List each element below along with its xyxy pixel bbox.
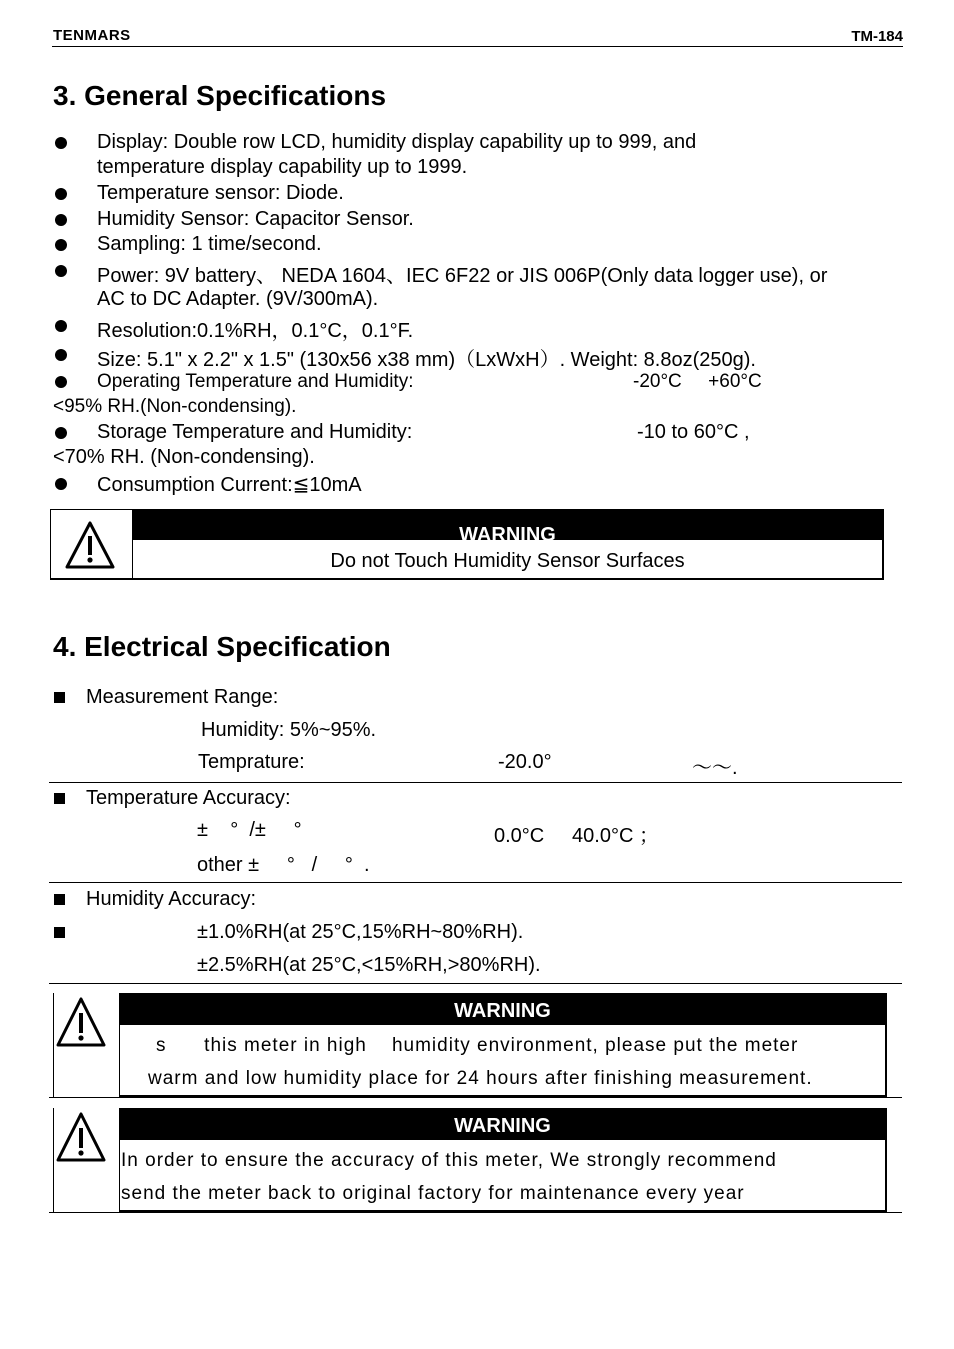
warning-header: WARNING (120, 994, 885, 1025)
temperature-range-value: -20.0° (498, 751, 552, 773)
spec-storage-range: -10 to 60°C , (637, 421, 750, 443)
bullet-icon (55, 137, 67, 149)
temperature-accuracy-value: ± ° /± ° (197, 819, 302, 841)
bullet-icon (55, 265, 67, 277)
section3-title: 3. General Specifications (53, 80, 387, 111)
warning-box-left-edge (53, 1108, 54, 1212)
square-bullet-icon (54, 927, 65, 938)
spec-power: Power: 9V battery、 NEDA 1604、IEC 6F22 or JIS 006P(Only data logger use), or (97, 265, 828, 287)
spec-display-cont: temperature display capability up to 1999. (97, 156, 468, 178)
section-divider (49, 882, 902, 883)
brand-logo-text: TENMARS (53, 27, 131, 44)
section-divider (49, 1212, 902, 1213)
section-divider (49, 782, 902, 783)
warning-text-line1: In order to ensure the accuracy of this meter, We strongly recommend (121, 1150, 777, 1171)
bullet-icon (55, 320, 67, 332)
warning-header: WARNING (120, 1109, 885, 1140)
spec-size: Size: 5.1" x 2.2" x 1.5" (130x56 x38 mm)（LxWxH）. Weight: 8.8oz(250g). (97, 349, 756, 371)
spec-operating-range: -20°C +60°C (633, 371, 762, 392)
bullet-icon (55, 376, 67, 388)
warning-header: WARNING (133, 510, 882, 540)
square-bullet-icon (54, 793, 65, 804)
bullet-icon (55, 214, 67, 226)
square-bullet-icon (54, 692, 65, 703)
section-divider (49, 983, 902, 984)
humidity-accuracy-2: ±2.5%RH(at 25°C,<15%RH,>80%RH). (197, 954, 541, 976)
bullet-icon (55, 427, 67, 439)
spec-power-cont: AC to DC Adapter. (9V/300mA). (97, 288, 379, 310)
humidity-accuracy-label: Humidity Accuracy: (86, 888, 257, 910)
warning-text-line1: s this meter in high humidity environment, please put the meter (156, 1035, 799, 1056)
model-number: TM-184 (851, 28, 903, 45)
section-divider (49, 1097, 902, 1098)
square-bullet-icon (54, 894, 65, 905)
temperature-range-label: Temprature: (198, 751, 305, 773)
bullet-icon (55, 349, 67, 361)
temperature-accuracy-label: Temperature Accuracy: (86, 787, 291, 809)
warning-triangle-icon (64, 520, 116, 570)
warning-box-left-edge (53, 993, 54, 1097)
warning-text: Do not Touch Humidity Sensor Surfaces (330, 550, 685, 572)
warning-text-line2: warm and low humidity place for 24 hours after finishing measurement. (148, 1068, 813, 1089)
humidity-range: Humidity: 5%~95%. (201, 719, 377, 741)
humidity-accuracy-1: ±1.0%RH(at 25°C,15%RH~80%RH). (197, 921, 524, 943)
warning-triangle-icon (55, 996, 107, 1048)
temperature-range-tail: ～～. (692, 757, 738, 779)
spec-temp-sensor: Temperature sensor: Diode. (97, 182, 344, 204)
spec-consumption: Consumption Current:≦10mA (97, 474, 362, 496)
spec-humidity-sensor: Humidity Sensor: Capacitor Sensor. (97, 208, 414, 230)
spec-storage-label: Storage Temperature and Humidity: (97, 421, 413, 443)
temperature-accuracy-range: 0.0°C 40.0°C ； (494, 825, 659, 847)
spec-display: Display: Double row LCD, humidity display capability up to 999, and (97, 131, 697, 153)
bullet-icon (55, 188, 67, 200)
bullet-icon (55, 478, 67, 490)
spec-resolution: Resolution:0.1%RH，0.1°C，0.1°F. (97, 320, 414, 342)
warning-triangle-icon (55, 1111, 107, 1163)
header-divider (52, 46, 903, 47)
bullet-icon (55, 239, 67, 251)
temperature-accuracy-other: other ± ° / ° . (197, 854, 370, 876)
spec-operating-humidity: <95% RH.(Non-condensing). (53, 396, 297, 417)
section4-title: 4. Electrical Specification (53, 631, 391, 662)
spec-sampling: Sampling: 1 time/second. (97, 233, 322, 255)
spec-operating-label: Operating Temperature and Humidity: (97, 371, 414, 392)
spec-storage-humidity: <70% RH. (Non-condensing). (53, 446, 315, 468)
measurement-range-label: Measurement Range: (86, 686, 279, 708)
warning-text-line2: send the meter back to original factory for maintenance every year (121, 1183, 745, 1204)
